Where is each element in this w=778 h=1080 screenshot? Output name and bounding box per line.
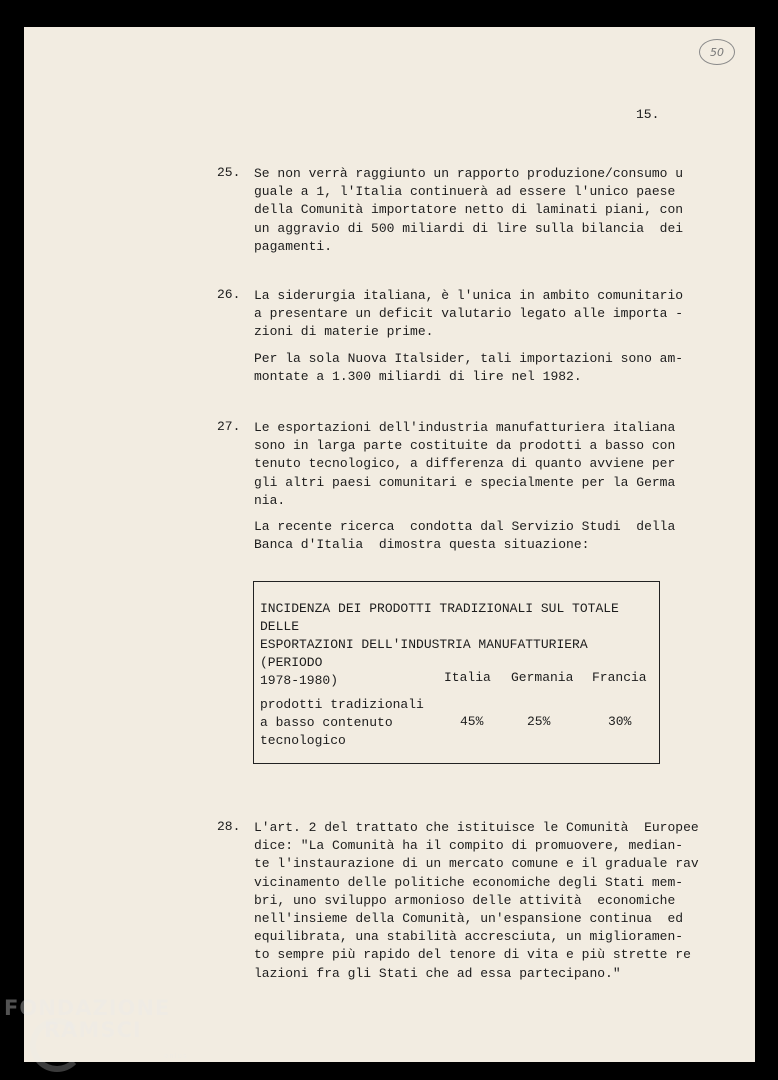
- text-line: guale a 1, l'Italia continuerà ad essere l'unico paese: [254, 184, 676, 200]
- text-line: un aggravio di 500 miliardi di lire sulla bilancia dei: [254, 220, 684, 236]
- text-line: tenuto tecnologico, a differenza di quanto avviene per: [254, 456, 676, 472]
- table-title-line: INCIDENZA DEI PRODOTTI TRADIZIONALI SUL TOTALE DELLE: [260, 601, 619, 634]
- paragraph-text: [254, 165, 684, 256]
- page-stamp: 50: [699, 39, 735, 65]
- text-line: montate a 1.300 miliardi di lire nel 1982.: [254, 368, 582, 384]
- text-line: La siderurgia italiana, è l'unica in ambito comunitario: [254, 288, 684, 303]
- text-line: nell'insieme della Comunità, un'espansione continua ed: [254, 911, 684, 927]
- paragraph-number: 28.: [217, 819, 241, 834]
- column-header-francia: Francia: [592, 670, 647, 685]
- paragraph-text: [254, 419, 676, 554]
- text-line: La recente ricerca condotta dal Servizio Studi della: [254, 519, 676, 535]
- value-italia: 45%: [460, 714, 484, 729]
- statistics-box: [253, 581, 660, 764]
- text-line: nia.: [254, 492, 286, 508]
- paragraph-number: 26.: [217, 287, 241, 302]
- text-line: Per la sola Nuova Italsider, tali importazioni sono am-: [254, 350, 684, 366]
- text-line: della Comunità importatore netto di laminati piani, con: [254, 202, 684, 218]
- value-germania: 25%: [527, 714, 551, 729]
- document-page: [24, 27, 755, 1062]
- paragraph-number: 27.: [217, 419, 241, 434]
- text-line: bri, uno sviluppo armonioso delle attività economiche: [254, 892, 676, 908]
- text-line: sono in larga parte costituite da prodotti a basso con: [254, 438, 676, 454]
- row-label-line: tecnologico: [260, 733, 346, 748]
- paragraph-text: [254, 819, 699, 983]
- watermark-small: onlus: [164, 1052, 188, 1060]
- text-line: Banca d'Italia dimostra questa situazione:: [254, 537, 590, 553]
- row-label-line: prodotti tradizionali: [260, 697, 424, 712]
- text-line: Le esportazioni dell'industria manufatturiera italiana: [254, 420, 676, 435]
- text-line: L'art. 2 del trattato che istituisce le Comunità Europee: [254, 820, 699, 835]
- table-title-line: ESPORTAZIONI DELL'INDUSTRIA MANUFATTURIERA (PERIODO: [260, 637, 588, 670]
- text-line: Se non verrà raggiunto un rapporto produzione/consumo u: [254, 166, 684, 181]
- row-label-line: a basso contenuto: [260, 715, 393, 730]
- text-line: equilibrata, una stabilità accresciuta, un miglioramen-: [254, 929, 684, 945]
- table-row-label: [260, 696, 424, 750]
- text-line: dice: "La Comunità ha il compito di promuovere, median-: [254, 838, 684, 854]
- text-line: vicinamento delle politiche economiche degli Stati mem-: [254, 874, 684, 890]
- paragraph-text: [254, 287, 684, 386]
- text-line: zioni di materie prime.: [254, 324, 434, 340]
- paragraph-number: 25.: [217, 165, 241, 180]
- text-line: te l'instaurazione di un mercato comune e il graduale rav: [254, 856, 699, 872]
- text-line: a presentare un deficit valutario legato alle importa -: [254, 306, 684, 322]
- value-francia: 30%: [608, 714, 632, 729]
- text-line: pagamenti.: [254, 238, 333, 254]
- watermark-line: FONDAZIONE: [4, 996, 171, 1020]
- text-line: to sempre più rapido del tenore di vita e più strette re: [254, 947, 691, 963]
- text-line: lazioni fra gli Stati che ad essa partecipano.": [254, 965, 621, 981]
- column-header-italia: Italia: [444, 670, 491, 685]
- fondazione-gramsci-watermark: [4, 996, 188, 1060]
- table-title-line: 1978-1980): [260, 673, 339, 688]
- column-header-germania: Germania: [511, 670, 574, 685]
- page-number: 15.: [636, 107, 660, 122]
- watermark-line: RAMSCI: [44, 1018, 142, 1042]
- text-line: gli altri paesi comunitari e specialmente per la Germa: [254, 474, 676, 490]
